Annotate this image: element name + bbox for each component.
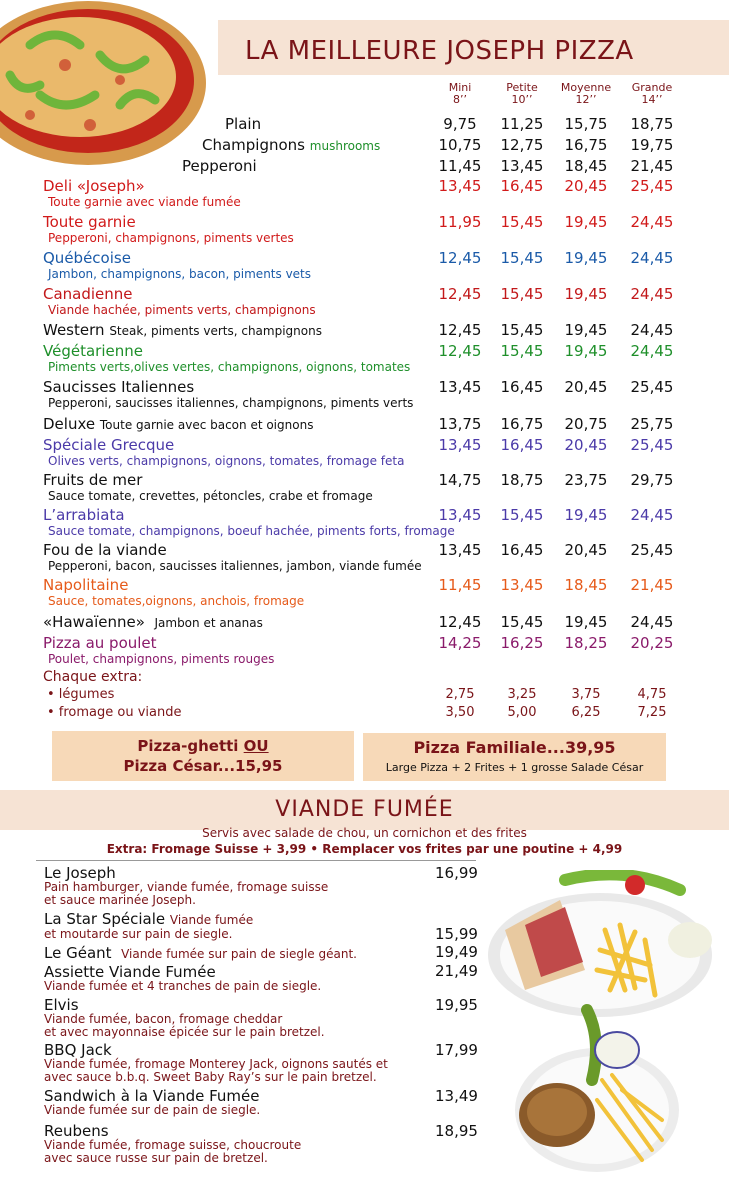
price-moyenne: 18,45: [564, 576, 608, 594]
price-mini: 10,75: [438, 136, 482, 154]
viande-desc: Viande fumée et 4 tranches de pain de siegle.: [44, 979, 322, 993]
extra-name: • fromage ou viande: [47, 705, 182, 720]
viande-price: 13,49: [435, 1087, 478, 1105]
pizza-name: Fou de la viande: [43, 541, 167, 559]
pizza-name: Québécoise: [43, 249, 131, 267]
pizza-name: Deluxe Toute garnie avec bacon et oignons: [43, 415, 314, 433]
smoked-meat-plate-image: [485, 870, 715, 1020]
extra-name: • légumes: [47, 687, 115, 702]
price-grande: 21,45: [630, 157, 674, 175]
price-grande: 25,45: [630, 541, 674, 559]
price-grande: 24,45: [630, 213, 674, 231]
price-moyenne: 19,45: [564, 342, 608, 360]
pizza-desc: Sauce, tomates,oignons, anchois, fromage: [48, 594, 305, 608]
viande-name: Assiette Viande Fumée: [44, 963, 216, 981]
pizza-desc: Sauce tomate, crevettes, pétoncles, crabe et fromage: [48, 489, 373, 503]
pizza-image: [0, 0, 220, 175]
viande-price: 19,49: [435, 943, 478, 961]
pizza-familiale-desc: Large Pizza + 2 Frites + 1 grosse Salade César: [385, 761, 644, 774]
price-mini: 11,95: [438, 213, 482, 231]
pizza-desc: Viande hachée, piments verts, champignons: [48, 303, 316, 317]
price-petite: 11,25: [500, 115, 544, 133]
viande-desc: Pain hamburger, viande fumée, fromage suisse: [44, 880, 329, 894]
price-moyenne: 19,45: [564, 506, 608, 524]
pizza-section-title: LA MEILLEURE JOSEPH PIZZA: [245, 36, 634, 66]
price-grande: 21,45: [630, 576, 674, 594]
pizza-desc: Poulet, champignons, piments rouges: [48, 652, 275, 666]
price-mini: 12,45: [438, 342, 482, 360]
price-grande: 24,45: [630, 342, 674, 360]
viande-price: 15,99: [435, 925, 478, 943]
price-petite: 13,45: [500, 157, 544, 175]
viande-section-title: VIANDE FUMÉE: [275, 797, 454, 822]
price-grande: 24,45: [630, 321, 674, 339]
pizza-name: Napolitaine: [43, 576, 129, 594]
pizza-desc: Sauce tomate, champignons, boeuf hachée, piments forts, fromage: [48, 524, 455, 538]
price-grande: 7,25: [637, 705, 667, 720]
viande-price: 19,95: [435, 996, 478, 1014]
viande-desc: et sauce marinée Joseph.: [44, 893, 196, 907]
pizza-desc: Toute garnie avec viande fumée: [48, 195, 241, 209]
price-petite: 5,00: [507, 705, 537, 720]
price-moyenne: 16,75: [564, 136, 608, 154]
pizza-name: Deli «Joseph»: [43, 177, 145, 195]
price-petite: 15,45: [500, 613, 544, 631]
viande-name: Reubens: [44, 1122, 109, 1140]
pizza-name: L’arrabiata: [43, 506, 125, 524]
viande-price: 21,49: [435, 962, 478, 980]
pizza-name: Toute garnie: [43, 213, 136, 231]
pizza-desc: Jambon, champignons, bacon, piments vets: [48, 267, 312, 281]
price-grande: 24,45: [630, 285, 674, 303]
viande-name: Elvis: [44, 996, 79, 1014]
size-header-moyenne: Moyenne 12’’: [560, 81, 612, 106]
price-petite: 15,45: [500, 342, 544, 360]
price-petite: 16,45: [500, 436, 544, 454]
pizza-name: Canadienne: [43, 285, 133, 303]
price-petite: 16,45: [500, 177, 544, 195]
size-header-grande: Grande 14’’: [631, 81, 673, 106]
price-mini: 13,45: [438, 436, 482, 454]
price-moyenne: 3,75: [571, 687, 601, 702]
price-petite: 15,45: [500, 285, 544, 303]
price-moyenne: 23,75: [564, 471, 608, 489]
price-moyenne: 20,45: [564, 177, 608, 195]
pizza-name: Végétarienne: [43, 342, 143, 360]
viande-subtitle: Servis avec salade de chou, un cornichon et des frites: [202, 826, 527, 840]
viande-desc: avec sauce russe sur pain de bretzel.: [44, 1151, 268, 1165]
pizza-desc: Pepperoni, bacon, saucisses italiennes, jambon, viande fumée: [48, 559, 422, 573]
viande-desc: avec sauce b.b.q. Sweet Baby Ray’s sur le pain bretzel.: [44, 1070, 377, 1084]
price-mini: 13,45: [438, 378, 482, 396]
price-petite: 16,25: [500, 634, 544, 652]
pizza-ghetti-box: [52, 731, 354, 781]
viande-desc: Viande fumée sur de pain de siegle.: [44, 1103, 261, 1117]
price-mini: 12,45: [438, 285, 482, 303]
price-moyenne: 6,25: [571, 705, 601, 720]
price-mini: 14,25: [438, 634, 482, 652]
price-grande: 24,45: [630, 506, 674, 524]
price-grande: 29,75: [630, 471, 674, 489]
viande-price: 17,99: [435, 1041, 478, 1059]
price-moyenne: 19,45: [564, 249, 608, 267]
pizza-cesar-line2: Pizza César...15,95: [123, 757, 283, 775]
pizza-name: Pepperoni: [182, 157, 257, 175]
pizza-name: Spéciale Grecque: [43, 436, 175, 454]
price-moyenne: 19,45: [564, 285, 608, 303]
viande-price: 18,95: [435, 1122, 478, 1140]
pizza-name: Champignons mushrooms: [202, 136, 381, 154]
price-grande: 19,75: [630, 136, 674, 154]
price-petite: 15,45: [500, 321, 544, 339]
price-petite: 13,45: [500, 576, 544, 594]
price-mini: 3,50: [445, 705, 475, 720]
pizza-desc: Olives verts, champignons, oignons, tomates, fromage feta: [48, 454, 405, 468]
pizza-familiale-title: Pizza Familiale...39,95: [413, 738, 616, 757]
viande-name: Sandwich à la Viande Fumée: [44, 1087, 260, 1105]
viande-price: 16,99: [435, 864, 478, 882]
price-grande: 25,45: [630, 177, 674, 195]
viande-desc: Viande fumée, fromage Monterey Jack, oignons sautés et: [44, 1057, 388, 1071]
price-moyenne: 20,45: [564, 378, 608, 396]
price-grande: 18,75: [630, 115, 674, 133]
pizza-name: Western Steak, piments verts, champignons: [43, 321, 322, 339]
price-mini: 2,75: [445, 687, 475, 702]
price-moyenne: 19,45: [564, 613, 608, 631]
price-petite: 3,25: [507, 687, 537, 702]
price-moyenne: 19,45: [564, 321, 608, 339]
price-moyenne: 18,45: [564, 157, 608, 175]
pizza-ghetti-line1: Pizza-ghetti OU: [137, 737, 269, 755]
pizza-name: «Hawaïenne» Jambon et ananas: [43, 613, 263, 631]
price-mini: 13,75: [438, 415, 482, 433]
price-petite: 18,75: [500, 471, 544, 489]
price-mini: 12,45: [438, 321, 482, 339]
price-moyenne: 20,45: [564, 436, 608, 454]
viande-desc: et moutarde sur pain de siegle.: [44, 927, 233, 941]
price-grande: 24,45: [630, 249, 674, 267]
pizza-name: Saucisses Italiennes: [43, 378, 195, 396]
bretzel-sandwich-plate-image: [512, 1000, 682, 1175]
pizza-name: Plain: [225, 115, 262, 133]
price-grande: 20,25: [630, 634, 674, 652]
pizza-name: Pizza au poulet: [43, 634, 157, 652]
price-mini: 13,45: [438, 506, 482, 524]
price-moyenne: 20,45: [564, 541, 608, 559]
price-mini: 14,75: [438, 471, 482, 489]
price-mini: 11,45: [438, 157, 482, 175]
price-moyenne: 15,75: [564, 115, 608, 133]
viande-name: La Star Spéciale Viande fumée: [44, 910, 254, 928]
viande-desc: et avec mayonnaise épicée sur le pain bretzel.: [44, 1025, 325, 1039]
price-mini: 9,75: [443, 115, 477, 133]
price-petite: 16,45: [500, 378, 544, 396]
size-header-petite: Petite 10’’: [506, 81, 538, 106]
price-grande: 25,45: [630, 436, 674, 454]
viande-extras: Extra: Fromage Suisse + 3,99 • Remplacer vos frites par une poutine + 4,99: [106, 842, 623, 856]
price-moyenne: 19,45: [564, 213, 608, 231]
pizza-desc: Piments verts,olives vertes, champignons, oignons, tomates: [48, 360, 411, 374]
price-petite: 15,45: [500, 506, 544, 524]
price-petite: 15,45: [500, 213, 544, 231]
size-header-mini: Mini 8’’: [448, 81, 472, 106]
viande-name: Le Joseph: [44, 864, 116, 882]
viande-name: Le Géant Viande fumée sur pain de siegle géant.: [44, 944, 357, 962]
price-mini: 11,45: [438, 576, 482, 594]
divider: [36, 860, 476, 861]
price-grande: 25,45: [630, 378, 674, 396]
viande-desc: Viande fumée, bacon, fromage cheddar: [44, 1012, 283, 1026]
price-grande: 4,75: [637, 687, 667, 702]
price-mini: 13,45: [438, 177, 482, 195]
price-moyenne: 20,75: [564, 415, 608, 433]
pizza-name: Fruits de mer: [43, 471, 143, 489]
pizza-familiale-box: [363, 733, 666, 781]
price-grande: 24,45: [630, 613, 674, 631]
price-moyenne: 18,25: [564, 634, 608, 652]
price-mini: 12,45: [438, 249, 482, 267]
price-petite: 16,75: [500, 415, 544, 433]
viande-name: BBQ Jack: [44, 1041, 112, 1059]
price-mini: 12,45: [438, 613, 482, 631]
extra-title: Chaque extra:: [43, 669, 143, 685]
price-grande: 25,75: [630, 415, 674, 433]
pizza-desc: Pepperoni, saucisses italiennes, champignons, piments verts: [48, 396, 414, 410]
viande-desc: Viande fumée, fromage suisse, choucroute: [44, 1138, 302, 1152]
price-petite: 12,75: [500, 136, 544, 154]
pizza-desc: Pepperoni, champignons, piments vertes: [48, 231, 294, 245]
price-petite: 16,45: [500, 541, 544, 559]
price-petite: 15,45: [500, 249, 544, 267]
price-mini: 13,45: [438, 541, 482, 559]
